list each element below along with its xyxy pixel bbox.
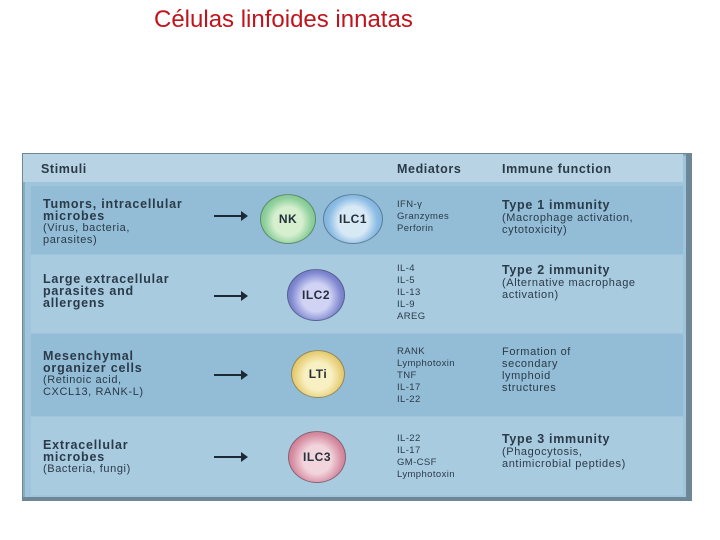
stimulus-subtitle: (Virus, bacteria, parasites) [43, 222, 131, 246]
mediator-list: RANK Lymphotoxin TNF IL-17 IL-22 [397, 346, 455, 405]
figure-border [22, 497, 692, 501]
header-immune-function: Immune function [502, 162, 612, 176]
lti-cell-icon: LTi [291, 350, 345, 398]
arrow-icon [214, 215, 242, 217]
function-subtitle: (Alternative macrophage activation) [502, 277, 636, 301]
stimulus-title: Mesenchymal organizer cells [43, 349, 143, 375]
mediator-list: IFN-γ Granzymes Perforin [397, 199, 450, 234]
mediator-list: IL-4 IL-5 IL-13 IL-9 AREG [397, 263, 426, 322]
figure-border [686, 153, 692, 501]
stimulus-title: Extracellular microbes [43, 438, 129, 464]
stimulus-subtitle: (Bacteria, fungi) [43, 463, 131, 475]
slide-title: Células linfoides innatas [154, 6, 413, 33]
stimulus-title: Tumors, intracellular microbes [43, 197, 183, 223]
row-type3 [31, 417, 683, 495]
header-stimuli: Stimuli [41, 162, 87, 176]
stimulus-title: Large extracellular parasites and allergens [43, 272, 170, 310]
ilc1-cell-icon: ILC1 [323, 194, 383, 244]
stimulus-subtitle: (Retinoic acid, CXCL13, RANK-L) [43, 374, 144, 398]
arrow-icon [214, 456, 242, 458]
table-header [23, 154, 683, 182]
ilc2-cell-icon: ILC2 [287, 269, 345, 321]
row-type2 [31, 255, 683, 333]
function-title: Type 2 immunity [502, 263, 611, 277]
arrow-icon [214, 374, 242, 376]
row-lti [31, 334, 683, 416]
nk-cell-icon: NK [260, 194, 316, 244]
function-subtitle: (Phagocytosis, antimicrobial peptides) [502, 446, 626, 470]
row-type1 [31, 186, 683, 254]
ilc-figure [22, 153, 692, 501]
function-subtitle: (Macrophage activation, cytotoxicity) [502, 212, 634, 236]
function-subtitle: Formation of secondary lymphoid structures [502, 346, 571, 394]
function-title: Type 3 immunity [502, 432, 611, 446]
header-mediators: Mediators [397, 162, 462, 176]
ilc3-cell-icon: ILC3 [288, 431, 346, 483]
function-title: Type 1 immunity [502, 198, 611, 212]
mediator-list: IL-22 IL-17 GM-CSF Lymphotoxin [397, 433, 455, 480]
arrow-icon [214, 295, 242, 297]
